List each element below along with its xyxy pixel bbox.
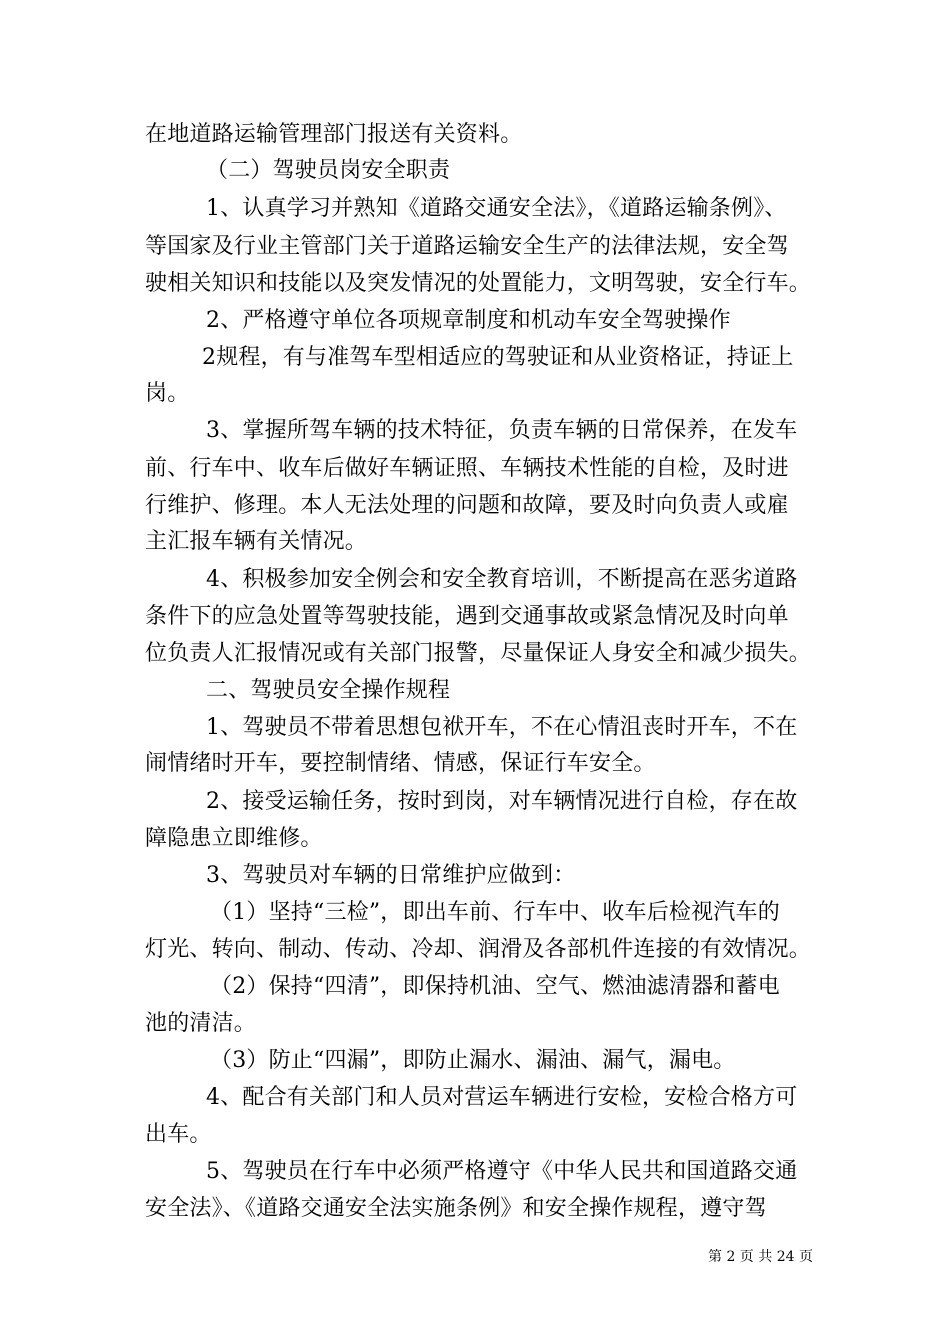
body-line: 1、认真学习并熟知《道路交通安全法》，《道路运输条例》、 xyxy=(206,196,787,221)
body-line: （2）保持“四清”，即保持机油、空气、燃油滤清器和蓄电 xyxy=(210,974,780,999)
body-line: 等国家及行业主管部门关于道路运输安全生产的法律法规，安全驾 xyxy=(145,234,789,259)
body-line: 2、接受运输任务，按时到岗，对车辆情况进行自检，存在故 xyxy=(206,789,798,814)
body-line: 在地道路运输管理部门报送有关资料。 xyxy=(145,122,523,147)
body-line: 3、掌握所驾车辆的技术特征，负责车辆的日常保养，在发车 xyxy=(206,418,798,443)
body-line: 前、行车中、收车后做好车辆证照、车辆技术性能的自检，及时进 xyxy=(145,456,789,481)
body-line: 安全法》、《道路交通安全法实施条例》和安全操作规程，遵守驾 xyxy=(145,1196,767,1221)
body-line: 5、驾驶员在行车中必须严格遵守《中华人民共和国道路交通 xyxy=(206,1159,798,1184)
body-line: 1、驾驶员不带着思想包袱开车，不在心情沮丧时开车，不在 xyxy=(206,715,798,740)
body-line: 驶相关知识和技能以及突发情况的处置能力，文明驾驶，安全行车。 xyxy=(145,271,812,296)
body-line: 出车。 xyxy=(145,1122,212,1147)
body-line: 2规程，有与准驾车型相适应的驾驶证和从业资格证，持证上 xyxy=(202,345,794,370)
body-line: 行维护、修理。本人无法处理的问题和故障，要及时向负责人或雇 xyxy=(145,493,789,518)
body-line: 条件下的应急处置等驾驶技能，遇到交通事故或紧急情况及时向单 xyxy=(145,604,789,629)
body-line: 岗。 xyxy=(145,381,190,406)
section-heading: 二、驾驶员安全操作规程 xyxy=(206,678,451,703)
body-line: （1）坚持“三检”，即出车前、行车中、收车后检视汽车的 xyxy=(210,900,780,925)
body-line: 3、驾驶员对车辆的日常维护应做到： xyxy=(206,863,576,888)
body-line: 障隐患立即维修。 xyxy=(145,826,323,851)
body-line: 闹情绪时开车，要控制情绪、情感，保证行车安全。 xyxy=(145,751,656,776)
body-line: 2、严格遵守单位各项规章制度和机动车安全驾驶操作 xyxy=(206,308,731,333)
section-heading: （二）驾驶员岗安全职责 xyxy=(206,158,451,183)
body-line: 灯光、转向、制动、传动、冷却、润滑及各部机件连接的有效情况。 xyxy=(145,937,812,962)
page-footer: 第 2 页 共 24 页 xyxy=(708,1249,813,1265)
body-line: 主汇报车辆有关情况。 xyxy=(145,529,368,554)
body-line: 4、积极参加安全例会和安全教育培训，不断提高在恶劣道路 xyxy=(206,567,798,592)
body-line: 位负责人汇报情况或有关部门报警，尽量保证人身安全和减少损失。 xyxy=(145,641,812,666)
body-line: 4、配合有关部门和人员对营运车辆进行安检，安检合格方可 xyxy=(206,1085,798,1110)
body-line: 池的清洁。 xyxy=(145,1011,257,1036)
body-line: （3）防止“四漏”，即防止漏水、漏油、漏气，漏电。 xyxy=(210,1048,736,1073)
